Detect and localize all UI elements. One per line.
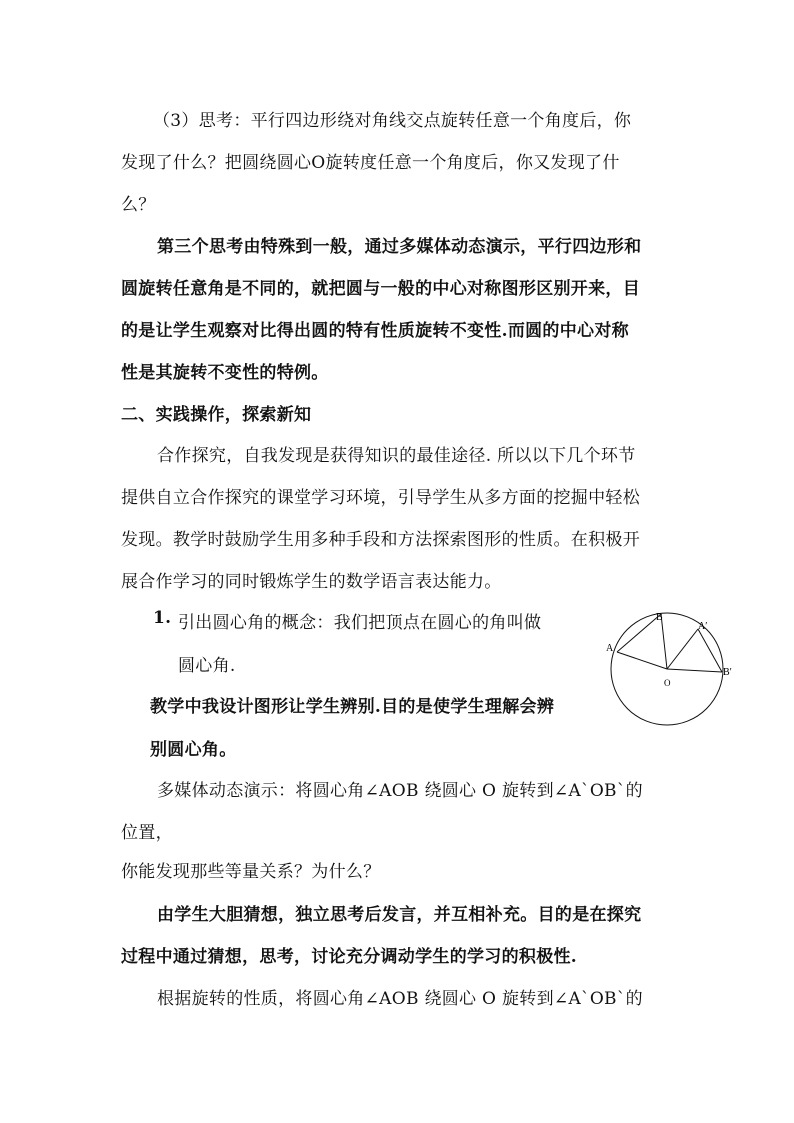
label-O: O (664, 678, 671, 688)
cooperation-line-2: 提供自立合作探究的课堂学习环境，引导学生从多方面的挖掘中轻松 (121, 488, 640, 508)
central-angle-diagram (600, 606, 740, 732)
section-heading: 二、实践操作，探索新知 (121, 405, 312, 425)
multimedia-line-2: 位置， (121, 823, 173, 843)
chord-A-prime-B-prime (698, 629, 722, 672)
bold-paragraph-3-line-2: 过程中通过猜想，思考，讨论充分调动学生的学习的积极性. (121, 947, 578, 967)
cooperation-line-1: 合作探究，自我发现是获得知识的最佳途径. 所以以下几个环节 (157, 446, 636, 466)
cooperation-line-3: 发现。教学时鼓励学生用多种手段和方法探索图形的性质。在积极开 (121, 530, 640, 550)
multimedia-line-1: 多媒体动态演示：将圆心角∠AOB 绕圆心 O 旋转到∠A`OB`的 (157, 781, 643, 801)
item-1-line-2: 圆心角. (178, 656, 236, 676)
last-line: 根据旋转的性质，将圆心角∠AOB 绕圆心 O 旋转到∠A`OB`的 (157, 989, 643, 1009)
label-B: B (656, 612, 663, 623)
bold-paragraph-2-line-2: 别圆心角。 (150, 740, 237, 760)
label-A-prime: A′ (698, 621, 708, 632)
p3-line-2: 发现了什么？把圆绕圆心O旋转度任意一个角度后，你又发现了什 (121, 153, 620, 173)
bold-paragraph-1-line-3: 的是让学生观察对比得出圆的特有性质旋转不变性.而圆的中心对称 (121, 321, 629, 341)
item-1-line-1: 引出圆心角的概念：我们把顶点在圆心的角叫做 (178, 613, 542, 633)
bold-paragraph-2-line-1: 教学中我设计图形让学生辨别.目的是使学生理解会辨 (150, 697, 555, 717)
question-line: 你能发现那些等量关系？为什么？ (121, 862, 381, 882)
item-1-number: 1. (153, 608, 172, 628)
cooperation-line-4: 展合作学习的同时锻炼学生的数学语言表达能力。 (121, 572, 502, 592)
bold-paragraph-3-line-1: 由学生大胆猜想，独立思考后发言，并互相补充。目的是在探究 (157, 905, 642, 925)
bold-paragraph-1-line-4: 性是其旋转不变性的特例。 (121, 363, 329, 383)
label-A: A (606, 643, 614, 654)
p3-line-3: 么？ (121, 195, 156, 215)
radius-OB-prime (667, 669, 722, 672)
radius-OA (617, 652, 667, 669)
label-B-prime: B′ (723, 667, 732, 678)
bold-paragraph-1-line-1: 第三个思考由特殊到一般，通过多媒体动态演示，平行四边形和 (157, 237, 642, 257)
bold-paragraph-1-line-2: 圆旋转任意角是不同的，就把圆与一般的中心对称图形区别开来，目 (121, 279, 640, 299)
p3-line-1: （3）思考：平行四边形绕对角线交点旋转任意一个角度后，你 (153, 111, 632, 131)
radius-OA-prime (667, 629, 698, 669)
